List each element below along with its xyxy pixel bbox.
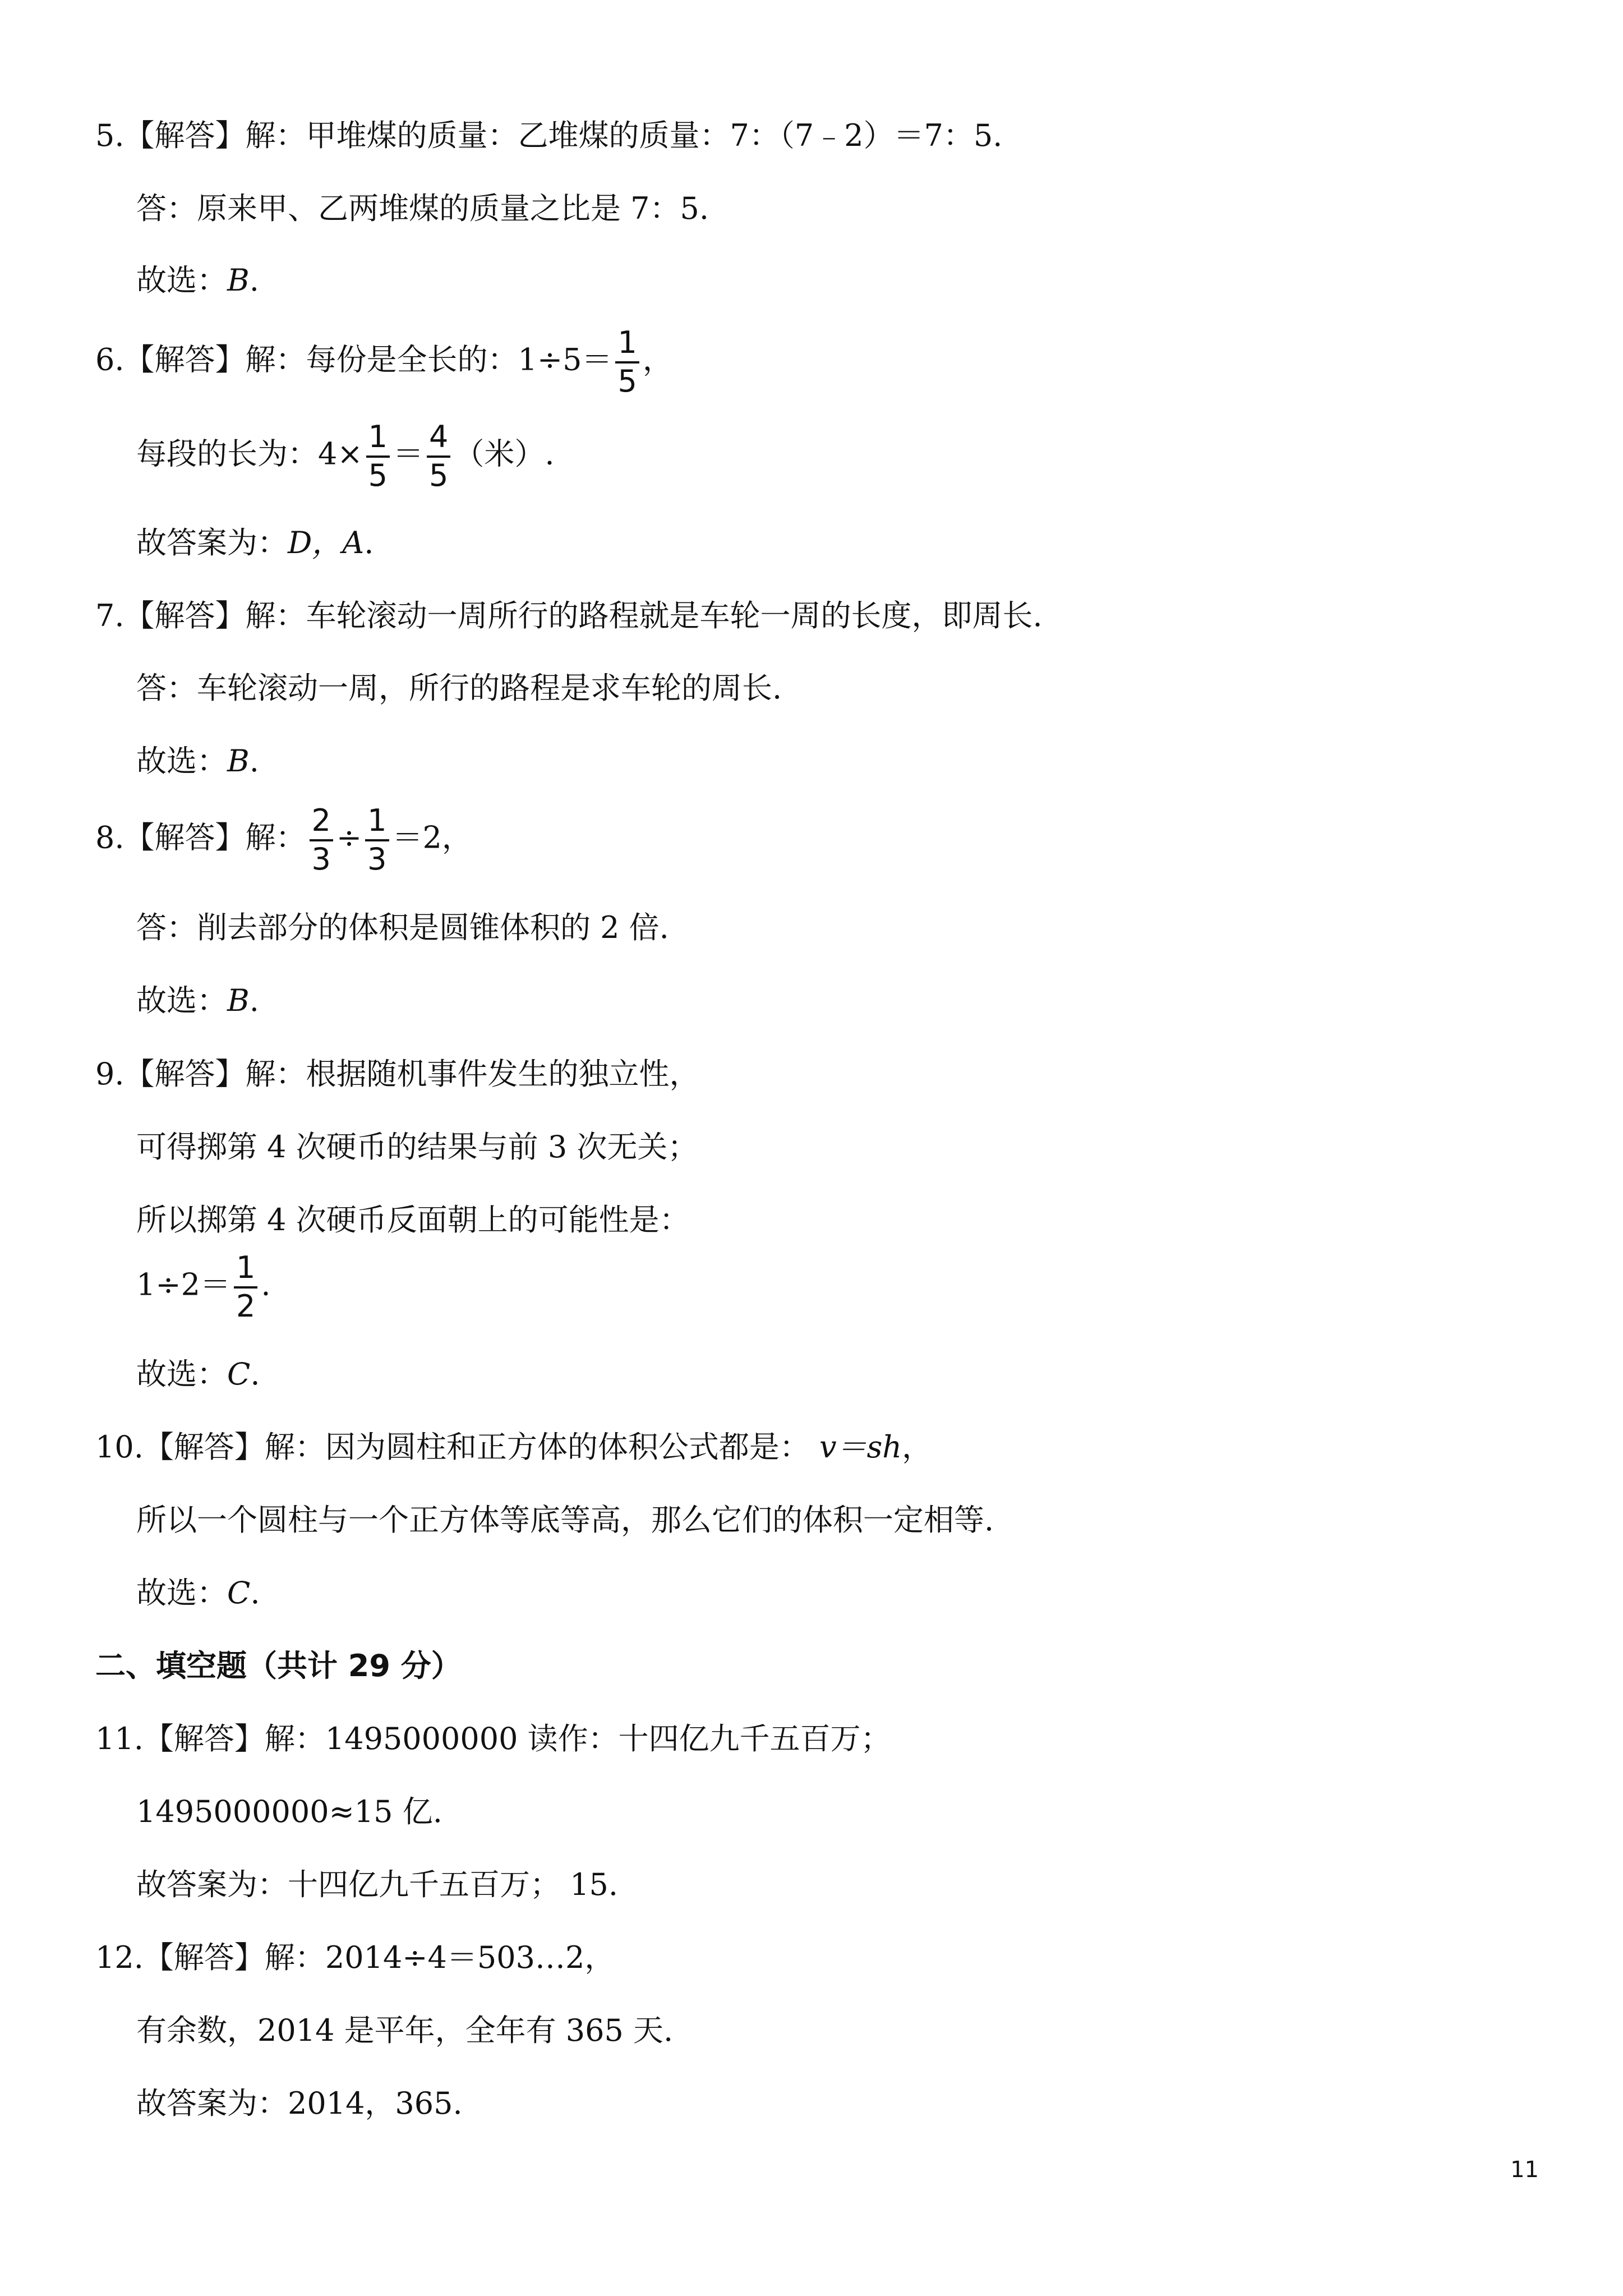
item9-solution: 9.【解答】解：根据随机事件发生的独立性， [95,1056,700,1092]
fraction: $\frac{1}{5}$ [615,327,639,397]
fraction: $\frac{1}{3}$ [365,805,389,875]
item8-solution: 8.【解答】解： $\frac{2}{3}$ ÷ $\frac{1}{3}$ ＝2， [95,803,472,877]
item10-line2: 所以一个圆柱与一个正方体等底等高，那么它们的体积一定相等. [136,1502,994,1538]
item8-choice: 故选：B. [136,983,259,1018]
item9-line2: 可得掷第 4 次硬币的结果与前 3 次无关； [136,1129,698,1165]
item5-answer: 答：原来甲、乙两堆煤的质量之比是 7：5. [136,191,709,226]
item8-answer: 答：削去部分的体积是圆锥体积的 2 倍. [136,910,669,945]
item11-solution: 11.【解答】解：1495000000 读作：十四亿九千五百万； [95,1721,891,1756]
item10-solution: 10.【解答】解：因为圆柱和正方体的体积公式都是： v＝sh， [95,1429,933,1465]
item11-answer: 故答案为：十四亿九千五百万； 15. [136,1867,619,1902]
item12-solution: 12.【解答】解：2014÷4＝503…2， [95,1940,615,1975]
item7-choice: 故选：B. [136,743,259,779]
item12-answer: 故答案为：2014，365. [136,2086,463,2121]
item10-choice: 故选：C. [136,1575,260,1611]
item11-line2: 1495000000≈15 亿. [136,1794,442,1829]
section-heading: 二、填空题（共计 29 分） [95,1648,462,1683]
item7-solution: 7.【解答】解：车轮滚动一周所行的路程就是车轮一周的长度，即周长. [95,598,1043,633]
item5-solution: 5.【解答】解：甲堆煤的质量：乙堆煤的质量：7：（7﹣2）＝7：5. [95,118,1003,153]
item6-segment-length: 每段的长为：4× $\frac{1}{5}$ ＝ $\frac{4}{5}$ （米）. [136,419,555,493]
item6-choice: 故答案为：D，A. [136,525,374,560]
item6-solution: 6.【解答】解：每份是全长的：1÷5＝ $\frac{1}{5}$ ， [95,325,673,399]
item9-calc: 1÷2＝ $\frac{1}{2}$ . [136,1250,271,1324]
fraction: $\frac{4}{5}$ [427,421,450,491]
fraction: $\frac{2}{3}$ [310,805,333,875]
item9-choice: 故选：C. [136,1356,260,1392]
fraction: $\frac{1}{5}$ [366,421,390,491]
item5-choice: 故选：B. [136,263,259,298]
fraction: $\frac{1}{2}$ [234,1252,257,1322]
item12-line2: 有余数，2014 是平年，全年有 365 天. [136,2013,674,2048]
page-number: 11 [1510,2157,1539,2183]
item9-line3: 所以掷第 4 次硬币反面朝上的可能性是： [136,1202,690,1237]
item7-answer: 答：车轮滚动一周，所行的路程是求车轮的周长. [136,670,782,706]
